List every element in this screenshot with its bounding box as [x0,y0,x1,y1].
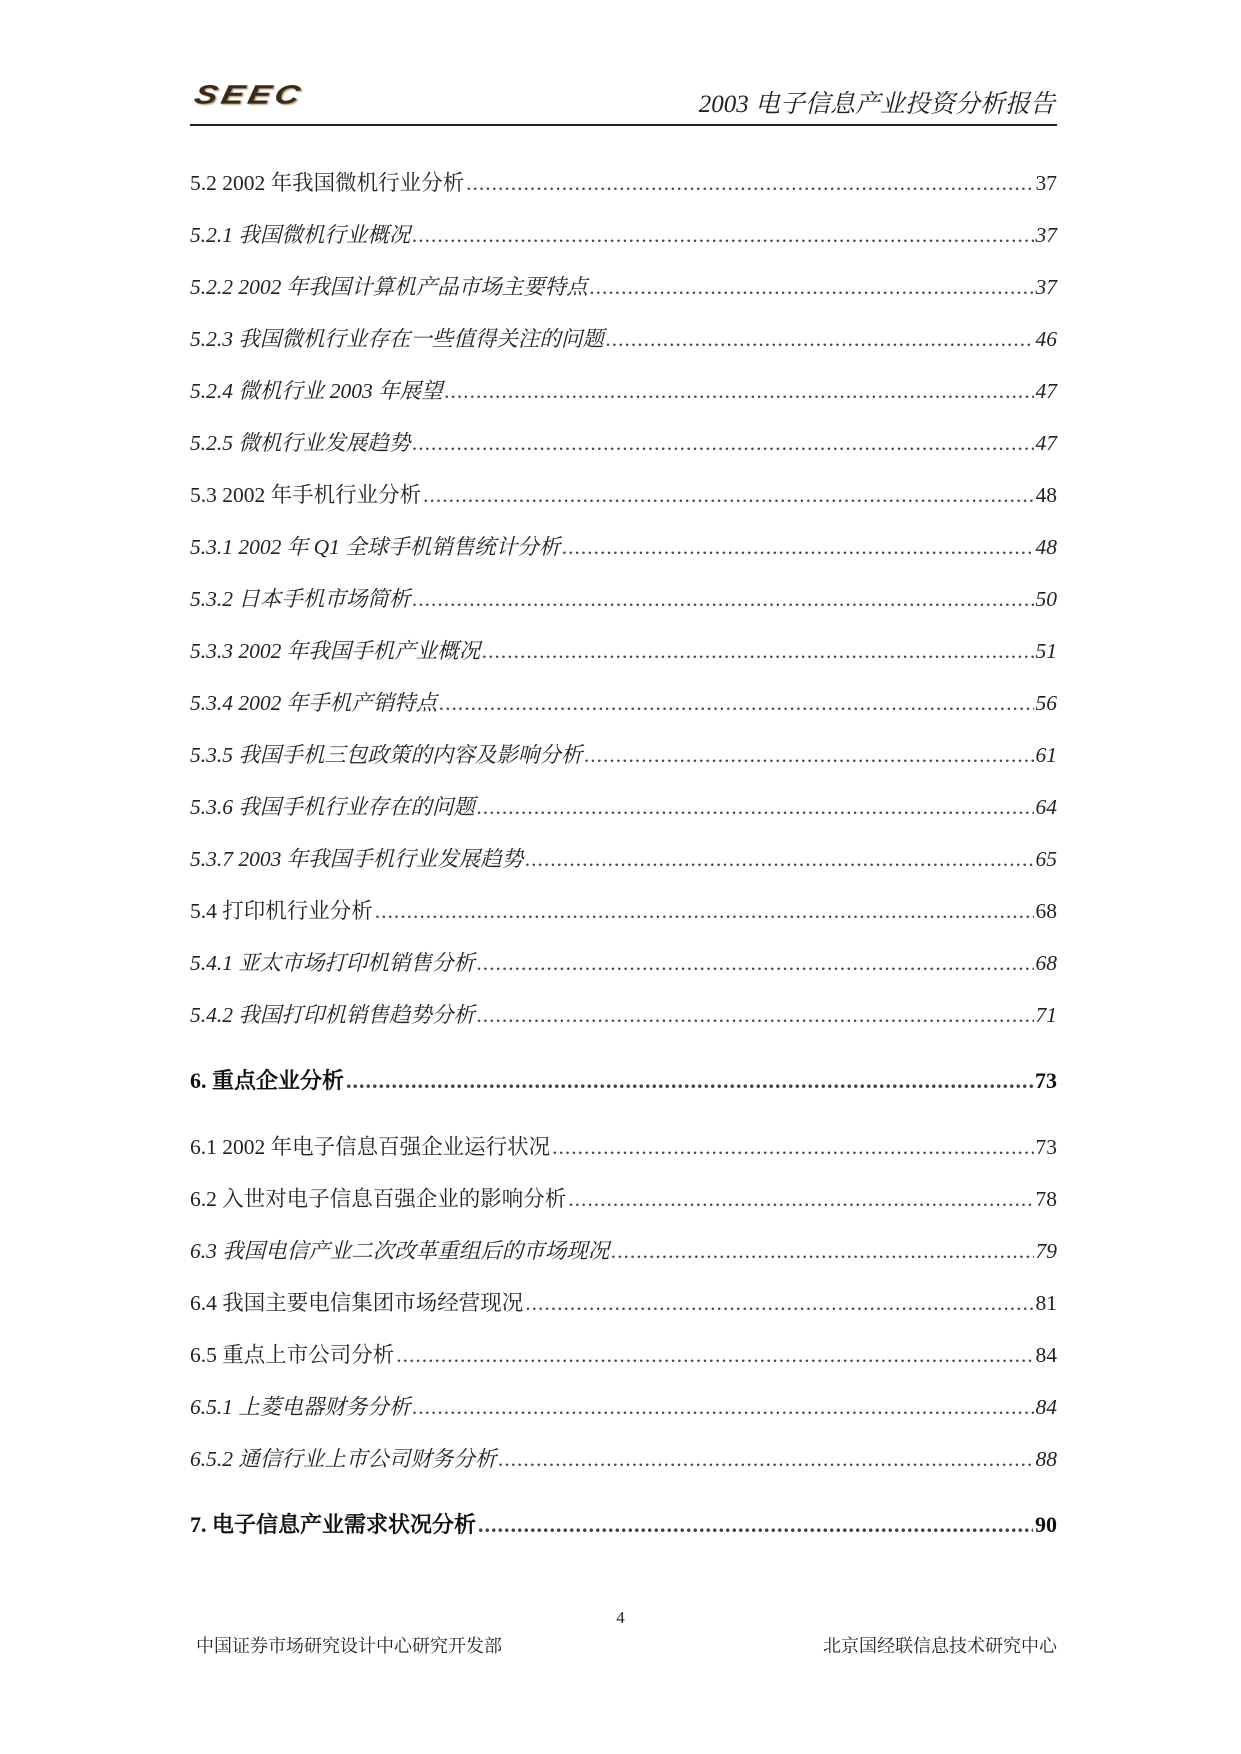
toc-entry-title: 6.4 我国主要电信集团市场经营现况 [190,1291,524,1315]
toc-dot-leader [525,847,1033,872]
toc-dot-leader [445,379,1034,404]
toc-page-number: 37 [1035,223,1057,247]
page-number: 4 [616,1608,625,1627]
toc-dot-leader [412,587,1033,612]
toc-page-number: 64 [1035,795,1057,819]
toc-page-number: 78 [1035,1187,1057,1211]
toc-entry-title: 6.3 我国电信产业二次改革重组后的市场现况 [190,1239,610,1263]
toc-dot-leader [525,1291,1033,1316]
toc-page-number: 50 [1035,587,1057,611]
toc-entry[interactable] [190,738,1057,790]
toc-entry-title: 5.3.5 我国手机三包政策的内容及影响分析 [190,743,583,767]
toc-entry-title: 5.3.6 我国手机行业存在的问题 [190,795,475,819]
toc-entry[interactable] [190,166,1057,218]
toc-page-number: 56 [1035,691,1057,715]
toc-entry[interactable] [190,790,1057,842]
toc-entry-title: 5.3.7 2003 年我国手机行业发展趋势 [190,847,524,871]
toc-page-number: 48 [1035,535,1057,559]
toc-dot-leader [423,483,1033,508]
toc-page-number: 61 [1035,743,1057,767]
toc-page-number: 47 [1035,431,1057,455]
toc-entry[interactable] [190,530,1057,582]
toc-dot-leader [477,1003,1034,1028]
toc-dot-leader [477,795,1034,820]
toc-entry[interactable] [190,582,1057,634]
toc-chapter-entry[interactable] [190,1064,1057,1116]
table-of-contents [190,166,1057,1574]
toc-entry[interactable] [190,218,1057,270]
toc-page-number: 84 [1035,1395,1057,1419]
toc-entry[interactable] [190,1234,1057,1286]
toc-dot-leader [611,1239,1033,1264]
toc-dot-leader [375,899,1034,924]
toc-entry-title: 5.4.2 我国打印机销售趋势分析 [190,1003,475,1027]
toc-entry[interactable] [190,998,1057,1050]
toc-entry-title: 7. 电子信息产业需求状况分析 [190,1512,477,1537]
toc-dot-leader [606,327,1034,352]
toc-entry-title: 5.2 2002 年我国微机行业分析 [190,171,465,195]
toc-entry[interactable] [190,894,1057,946]
footer-left-organization: 中国证券市场研究设计中心研究开发部 [196,1636,502,1656]
toc-page-number: 51 [1035,639,1057,663]
toc-page-number: 65 [1035,847,1057,871]
toc-entry[interactable] [190,1442,1057,1494]
toc-dot-leader [552,1135,1033,1160]
toc-entry[interactable] [190,1390,1057,1442]
toc-entry-title: 5.3.3 2002 年我国手机产业概况 [190,639,481,663]
toc-entry-title: 5.4.1 亚太市场打印机销售分析 [190,951,475,975]
seec-logo: SEEC [191,80,307,110]
toc-dot-leader [346,1068,1033,1094]
toc-entry-title: 5.2.5 微机行业发展趋势 [190,431,411,455]
toc-dot-leader [498,1447,1033,1472]
toc-entry[interactable] [190,374,1057,426]
toc-entry-title: 6. 重点企业分析 [190,1068,345,1093]
toc-entry-title: 5.3 2002 年手机行业分析 [190,483,422,507]
toc-page-number: 84 [1035,1343,1057,1367]
toc-entry[interactable] [190,478,1057,530]
toc-page-number: 46 [1035,327,1057,351]
toc-entry-title: 6.5.2 通信行业上市公司财务分析 [190,1447,497,1471]
toc-page-number: 73 [1035,1068,1057,1093]
toc-entry[interactable] [190,1286,1057,1338]
toc-page-number: 68 [1035,899,1057,923]
toc-page-number: 73 [1035,1135,1057,1159]
toc-entry-title: 5.4 打印机行业分析 [190,899,373,923]
report-title: 2003 电子信息产业投资分析报告 [698,91,1055,118]
toc-dot-leader [412,431,1033,456]
toc-dot-leader [590,275,1034,300]
toc-entry-title: 5.2.4 微机行业 2003 年展望 [190,379,443,403]
toc-entry-title: 5.3.4 2002 年手机产销特点 [190,691,438,715]
toc-chapter-entry[interactable] [190,1508,1057,1560]
toc-entry-title: 5.3.2 日本手机市场简析 [190,587,411,611]
toc-dot-leader [439,691,1033,716]
toc-dot-leader [477,951,1034,976]
toc-entry[interactable] [190,1338,1057,1390]
toc-page-number: 79 [1035,1239,1057,1263]
toc-entry[interactable] [190,946,1057,998]
toc-page-number: 47 [1035,379,1057,403]
toc-entry-title: 6.5 重点上市公司分析 [190,1343,395,1367]
toc-dot-leader [396,1343,1033,1368]
toc-entry[interactable] [190,1130,1057,1182]
toc-dot-leader [478,1512,1033,1538]
toc-entry-title: 5.3.1 2002 年 Q1 全球手机销售统计分析 [190,535,561,559]
toc-page-number: 68 [1035,951,1057,975]
toc-page-number: 88 [1035,1447,1057,1471]
toc-entry-title: 5.2.1 我国微机行业概况 [190,223,411,247]
toc-dot-leader [568,1187,1033,1212]
toc-dot-leader [482,639,1033,664]
toc-dot-leader [584,743,1033,768]
toc-entry-title: 5.2.2 2002 年我国计算机产品市场主要特点 [190,275,588,299]
toc-page-number: 37 [1035,275,1057,299]
toc-dot-leader [562,535,1033,560]
toc-dot-leader [412,223,1033,248]
toc-entry-title: 5.2.3 我国微机行业存在一些值得关注的问题 [190,327,604,351]
toc-dot-leader [466,171,1033,196]
toc-entry[interactable] [190,426,1057,478]
toc-entry[interactable] [190,270,1057,322]
toc-page-number: 48 [1035,483,1057,507]
footer-right-organization: 北京国经联信息技术研究中心 [823,1636,1057,1656]
toc-entry[interactable] [190,1182,1057,1234]
toc-page-number: 71 [1035,1003,1057,1027]
toc-page-number: 37 [1035,171,1057,195]
page-header [190,72,1057,126]
toc-entry[interactable] [190,322,1057,374]
toc-entry-title: 6.2 入世对电子信息百强企业的影响分析 [190,1187,567,1211]
toc-page-number: 90 [1035,1512,1057,1537]
toc-entry-title: 6.5.1 上菱电器财务分析 [190,1395,411,1419]
toc-entry[interactable] [190,842,1057,894]
toc-entry-title: 6.1 2002 年电子信息百强企业运行状况 [190,1135,551,1159]
toc-entry[interactable] [190,686,1057,738]
toc-page-number: 81 [1035,1291,1057,1315]
toc-dot-leader [412,1395,1033,1420]
toc-entry[interactable] [190,634,1057,686]
